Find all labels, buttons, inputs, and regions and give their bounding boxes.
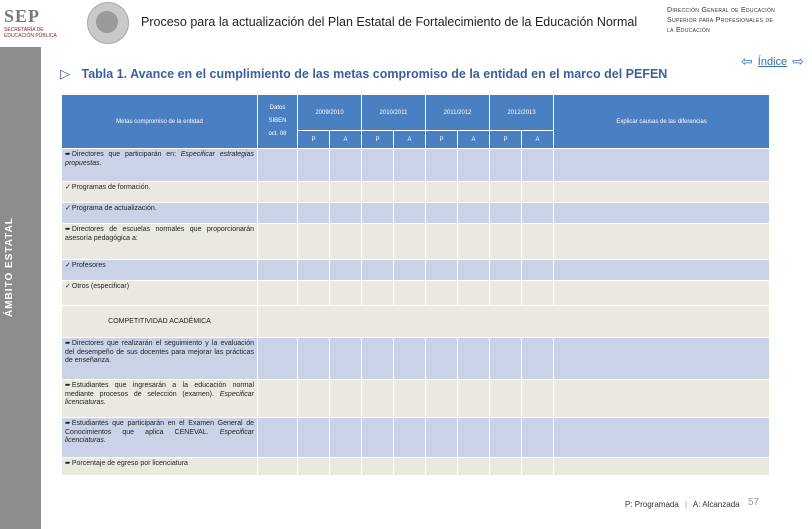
table-row (62, 380, 770, 418)
cell[interactable] (362, 149, 394, 182)
row-label (62, 149, 258, 182)
cell[interactable] (554, 418, 770, 458)
row-text: Estudiantes que ingresarán a la educación normal mediante procesos de selección (examen). (65, 382, 254, 398)
cell[interactable] (298, 149, 330, 182)
sep-logo-text: SEP (4, 6, 41, 26)
table-row (62, 281, 770, 306)
table-title (60, 66, 667, 82)
page-number: 57 (748, 497, 760, 508)
cell[interactable] (298, 260, 330, 281)
check-bullet-icon: ✓ (65, 184, 71, 191)
cell[interactable] (362, 260, 394, 281)
index-link[interactable]: Índice (757, 55, 788, 68)
cell[interactable] (362, 281, 394, 306)
cell[interactable] (362, 224, 394, 260)
prev-arrow-icon[interactable]: ⇦ (741, 53, 753, 69)
row-text: Programas de formación. (71, 184, 151, 191)
cell[interactable] (298, 458, 330, 476)
cell[interactable] (490, 149, 522, 182)
table-row (62, 338, 770, 380)
row-label (62, 418, 258, 458)
row-text: Profesores (71, 262, 106, 269)
direction-line-2: Superior para Profesionales de (667, 17, 774, 24)
table-row (62, 458, 770, 476)
direction-name (667, 6, 805, 36)
header-datos-1: Datos (269, 105, 286, 111)
row-text: Directores que participarán en: (71, 151, 181, 158)
table-title-text: Tabla 1. Avance en el cumplimiento de las metas compromiso de la entidad en el marco del PEFEN (81, 67, 668, 81)
cell[interactable] (298, 203, 330, 224)
row-text: Otros (especificar) (71, 283, 130, 290)
cell[interactable] (394, 380, 426, 418)
cell[interactable] (258, 149, 298, 182)
cell[interactable] (554, 149, 770, 182)
cell[interactable] (426, 418, 458, 458)
header-a: A (458, 131, 490, 149)
table-row (62, 203, 770, 224)
row-text: Porcentaje de egreso por licenciatura (71, 460, 188, 467)
cell[interactable] (554, 224, 770, 260)
table-row (62, 418, 770, 458)
cell[interactable] (362, 182, 394, 203)
cell[interactable] (426, 338, 458, 380)
cell[interactable] (298, 338, 330, 380)
cell[interactable] (554, 203, 770, 224)
row-label (62, 224, 258, 260)
cell[interactable] (394, 260, 426, 281)
cell[interactable] (490, 380, 522, 418)
cell[interactable] (330, 149, 362, 182)
cell[interactable] (554, 281, 770, 306)
cell[interactable] (362, 418, 394, 458)
cell[interactable] (258, 338, 298, 380)
cell[interactable] (426, 203, 458, 224)
cell[interactable] (554, 260, 770, 281)
cell[interactable] (490, 182, 522, 203)
cell[interactable] (394, 182, 426, 203)
table-row (62, 224, 770, 260)
row-text: Directores que realizarán el seguimiento y la evaluación del desempeño de sus docentes para mejorar las prácticas de enseñanza. (65, 340, 254, 364)
section-row (62, 306, 770, 338)
row-label (62, 338, 258, 380)
cell[interactable] (258, 182, 298, 203)
cell[interactable] (426, 260, 458, 281)
cell[interactable] (426, 380, 458, 418)
coat-of-arms-icon (87, 2, 129, 44)
cell[interactable] (394, 458, 426, 476)
row-label (62, 260, 258, 281)
cell[interactable] (298, 182, 330, 203)
cell[interactable] (330, 418, 362, 458)
cell[interactable] (522, 203, 554, 224)
cell[interactable] (554, 182, 770, 203)
row-italic: Especificar licenciaturas. (65, 390, 254, 406)
cell[interactable] (490, 203, 522, 224)
sidebar-label: ÁMBITO ESTATAL (4, 217, 15, 317)
cell[interactable] (522, 418, 554, 458)
cell[interactable] (554, 380, 770, 418)
cell[interactable] (330, 338, 362, 380)
triangle-icon: ▷ (60, 66, 70, 81)
next-arrow-icon[interactable]: ⇨ (792, 53, 804, 69)
cell[interactable] (522, 458, 554, 476)
legend-alcanzada: A: Alcanzada (692, 500, 740, 509)
header-datos-2: SIBEN (268, 118, 287, 124)
cell[interactable] (490, 260, 522, 281)
row-label (62, 203, 258, 224)
section-fill (258, 306, 770, 338)
header-year-1: 2009/2010 (298, 95, 362, 131)
cell[interactable] (554, 458, 770, 476)
cell[interactable] (298, 380, 330, 418)
cell[interactable] (522, 224, 554, 260)
cell[interactable] (330, 203, 362, 224)
arrow-bullet-icon: ➨ (65, 382, 71, 389)
cell[interactable] (394, 418, 426, 458)
document-title: Proceso para la actualización del Plan Estatal de Fortalecimiento de la Educación Normal (141, 15, 638, 29)
cell[interactable] (458, 418, 490, 458)
cell[interactable] (394, 203, 426, 224)
check-bullet-icon: ✓ (65, 262, 71, 269)
cell[interactable] (258, 260, 298, 281)
cell[interactable] (458, 458, 490, 476)
row-italic: Especificar licenciaturas. (65, 428, 254, 444)
cell[interactable] (394, 281, 426, 306)
cell[interactable] (426, 458, 458, 476)
header-p: P (298, 131, 330, 149)
row-label (62, 182, 258, 203)
cell[interactable] (522, 281, 554, 306)
table-row (62, 182, 770, 203)
cell[interactable] (258, 224, 298, 260)
arrow-bullet-icon: ➨ (65, 226, 71, 233)
cell[interactable] (362, 203, 394, 224)
cell[interactable] (330, 281, 362, 306)
cell[interactable] (330, 260, 362, 281)
cell[interactable] (362, 380, 394, 418)
sep-logo-sub-1: SECRETARÍA DE (4, 27, 44, 33)
cell[interactable] (490, 418, 522, 458)
cell[interactable] (490, 224, 522, 260)
header-a: A (330, 131, 362, 149)
check-bullet-icon: ✓ (65, 283, 71, 290)
header (0, 0, 812, 47)
cell[interactable] (426, 182, 458, 203)
goals-table (61, 94, 770, 476)
row-text: Directores de escuelas normales que proporcionarán asesoría pedagógica a: (65, 226, 254, 242)
check-bullet-icon: ✓ (65, 205, 71, 212)
arrow-bullet-icon: ➨ (65, 340, 71, 347)
cell[interactable] (394, 149, 426, 182)
header-p: P (426, 131, 458, 149)
header-year-2: 2010/2011 (362, 95, 426, 131)
cell[interactable] (458, 260, 490, 281)
header-a: A (394, 131, 426, 149)
cell[interactable] (330, 380, 362, 418)
sep-logo-sub-2: EDUCACIÓN PÚBLICA (4, 33, 57, 39)
table-row (62, 149, 770, 182)
cell[interactable] (522, 260, 554, 281)
cell[interactable] (362, 458, 394, 476)
header-datos (258, 95, 298, 149)
row-text: Programa de actualización. (71, 205, 157, 212)
legend (625, 500, 740, 509)
header-causas: Explicar causas de las diferencias (554, 95, 770, 149)
header-a: A (522, 131, 554, 149)
sidebar (0, 47, 41, 529)
cell[interactable] (458, 224, 490, 260)
cell[interactable] (298, 418, 330, 458)
cell[interactable] (522, 380, 554, 418)
header-meta: Metas compromiso de la entidad (62, 95, 258, 149)
cell[interactable] (458, 380, 490, 418)
row-italic: Especificar estrategias propuestas. (65, 151, 254, 167)
header-p: P (490, 131, 522, 149)
cell[interactable] (394, 338, 426, 380)
cell[interactable] (330, 458, 362, 476)
cell[interactable] (258, 418, 298, 458)
cell[interactable] (458, 149, 490, 182)
cell[interactable] (458, 281, 490, 306)
row-label (62, 458, 258, 476)
cell[interactable] (490, 281, 522, 306)
direction-line-3: la Educación (667, 27, 710, 34)
cell[interactable] (522, 182, 554, 203)
legend-programada: P: Programada (625, 500, 679, 509)
cell[interactable] (458, 182, 490, 203)
cell[interactable] (298, 281, 330, 306)
cell[interactable] (258, 281, 298, 306)
row-text: Estudiantes que participarán en el Examen General de Conocimientos que aplica CENEVAL. (65, 420, 254, 436)
legend-divider: | (685, 500, 688, 509)
row-label (62, 281, 258, 306)
cell[interactable] (426, 224, 458, 260)
arrow-bullet-icon: ➨ (65, 151, 71, 158)
header-year-3: 2011/2012 (426, 95, 490, 131)
arrow-bullet-icon: ➨ (65, 460, 71, 467)
cell[interactable] (330, 182, 362, 203)
cell[interactable] (458, 203, 490, 224)
section-label: COMPETITIVIDAD ACADÉMICA (62, 306, 258, 338)
cell[interactable] (554, 338, 770, 380)
cell[interactable] (330, 224, 362, 260)
row-label (62, 380, 258, 418)
cell[interactable] (426, 149, 458, 182)
direction-line-1: Dirección General de Educación (667, 7, 776, 14)
header-datos-3: oct. 08 (268, 131, 287, 137)
cell[interactable] (458, 338, 490, 380)
cell[interactable] (426, 281, 458, 306)
cell[interactable] (298, 224, 330, 260)
cell[interactable] (394, 224, 426, 260)
cell[interactable] (258, 458, 298, 476)
header-p: P (362, 131, 394, 149)
index-nav (741, 53, 804, 70)
header-year-4: 2012/2013 (490, 95, 554, 131)
arrow-bullet-icon: ➨ (65, 420, 71, 427)
cell[interactable] (362, 338, 394, 380)
cell[interactable] (522, 338, 554, 380)
cell[interactable] (258, 380, 298, 418)
cell[interactable] (522, 149, 554, 182)
cell[interactable] (490, 458, 522, 476)
sep-logo (4, 6, 74, 42)
table-row (62, 260, 770, 281)
cell[interactable] (258, 203, 298, 224)
cell[interactable] (490, 338, 522, 380)
